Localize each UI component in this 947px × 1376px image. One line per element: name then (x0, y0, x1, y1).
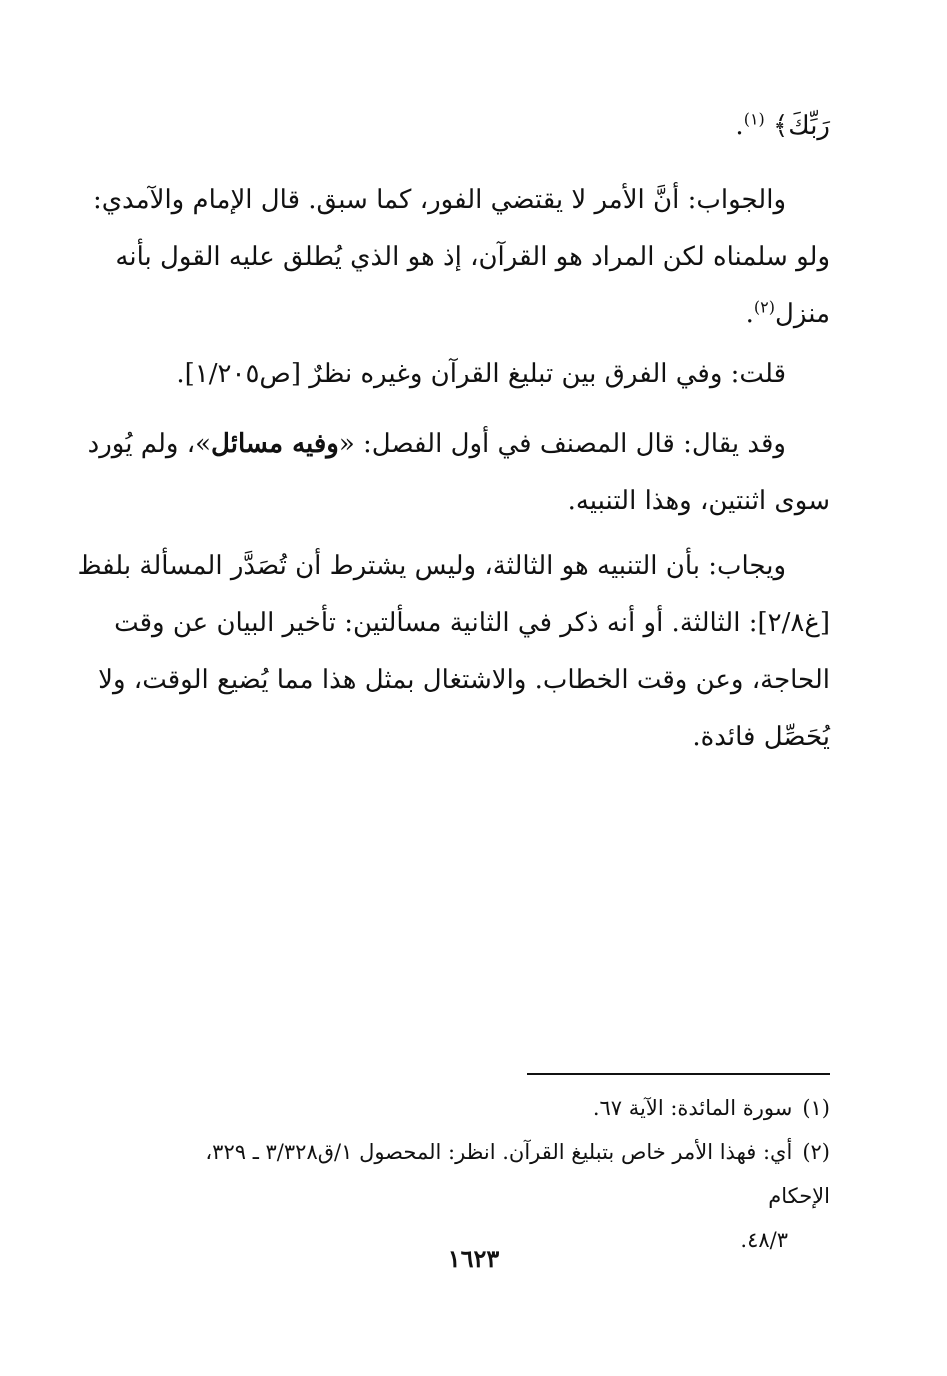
line-end-mark: . (735, 111, 744, 141)
paragraph-line (140, 286, 830, 343)
footnote-text: سورة المائدة: الآية ٦٧. (592, 1096, 793, 1120)
paragraph-line: والجواب: أنَّ الأمر لا يقتضي الفور، كما سبق. قال الإمام والآمدي: (92, 185, 786, 215)
paragraph-line: الحاجة، وعن وقت الخطاب. والاشتغال بمثل هذا مما يُضيع الوقت، ولا (98, 665, 830, 695)
paragraph-line: سوى اثنتين، وهذا التنبيه. (567, 486, 830, 516)
verse-fragment-line (140, 98, 830, 155)
footnote-1 (140, 1086, 830, 1130)
line-end-mark: . (745, 299, 754, 329)
line-text: وقد يقال: قال المصنف في أول الفصل: « (338, 429, 786, 459)
paragraph-line (87, 416, 830, 473)
paragraph-reply (77, 538, 830, 766)
footnote-number: (٢) (802, 1140, 830, 1164)
footnote-continuation: ٤٨/٣. (740, 1228, 788, 1252)
verse-fragment: رَبِّكَ﴾ (773, 111, 830, 141)
paragraph-note (140, 346, 830, 403)
quoted-bold-text: وفيه مسائل (211, 429, 339, 459)
paragraph-line: ويجاب: بأن التنبيه هو الثالثة، وليس يشترط أن تُصَدَّر المسألة بلفظ (77, 551, 786, 581)
footnote-ref-1: (١) (743, 109, 765, 129)
paragraph-line: يُحَصِّل فائدة. (692, 722, 830, 752)
paragraph-answer (92, 172, 830, 343)
paragraph-line: قلت: وفي الفرق بين تبليغ القرآن وغيره نظرٌ [ص١/٢٠٥]. (176, 359, 786, 389)
footnote-ref-2: (٢) (753, 297, 775, 317)
page-number: ١٦٢٣ (447, 1244, 500, 1273)
line-text: منزل (774, 299, 830, 329)
continued-verse-line (140, 98, 830, 155)
footnote-separator (527, 1073, 830, 1075)
line-text: »، ولم يُورد (87, 429, 212, 459)
footnote-2 (140, 1130, 830, 1262)
footnote-text: أي: فهذا الأمر خاص بتبليغ القرآن. انظر: المحصول ١/ق٣/٣٢٨ ـ ٣٢٩، الإحكام (205, 1140, 830, 1208)
paragraph-line: ولو سلمناه لكن المراد هو القرآن، إذ هو الذي يُطلق عليه القول بأنه (115, 242, 830, 272)
paragraph-line: [غ٢/٨]: الثالثة. أو أنه ذكر في الثانية مسألتين: تأخير البيان عن وقت (114, 608, 830, 638)
paragraph-objection (87, 416, 830, 530)
footnote-number: (١) (802, 1096, 830, 1120)
